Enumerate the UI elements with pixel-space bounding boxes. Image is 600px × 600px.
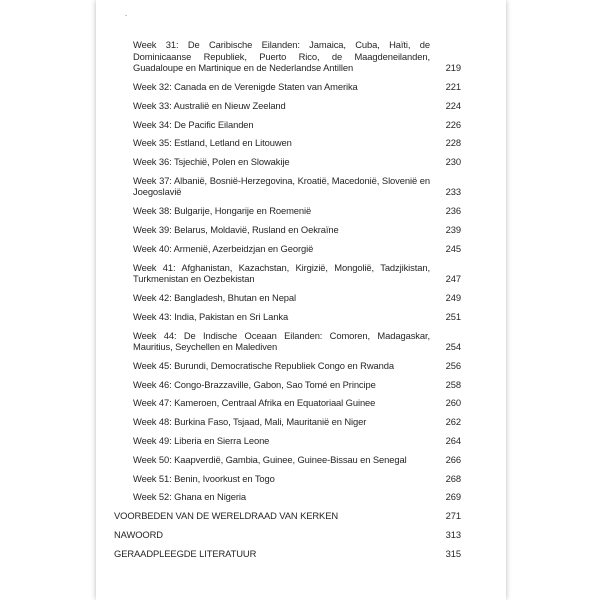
toc-entry-text: Week 32: Canada en de Verenigde Staten van Amerika (133, 80, 358, 92)
toc-page-number: 254 (445, 341, 461, 353)
toc-page-number: 268 (445, 472, 461, 484)
toc-entry-text: Week 44: De Indische Oceaan Eilanden: Comoren, Madagaskar, Mauritius, Seychellen en Malediven (133, 329, 430, 353)
toc-page-number: 313 (445, 528, 461, 540)
toc-entry (114, 262, 464, 285)
toc-page-number: 239 (445, 224, 461, 236)
toc-page-number: 245 (445, 242, 461, 254)
toc-page-number: 256 (445, 359, 461, 371)
table-of-contents (114, 39, 464, 567)
toc-entry (114, 156, 464, 168)
toc-page-number: 262 (445, 416, 461, 428)
toc-section-entry (114, 529, 464, 541)
toc-page-number: 247 (445, 273, 461, 285)
toc-page-number: 219 (445, 62, 461, 74)
toc-entry (114, 416, 464, 428)
toc-entry-text: Week 41: Afghanistan, Kazachstan, Kirgizië, Mongolië, Tadzjikistan, Turkmenistan en Oezbekistan (133, 261, 430, 285)
toc-entry-text: Week 37: Albanië, Bosnië-Herzegovina, Kroatië, Macedonië, Slovenië en Joegoslavië (133, 174, 430, 198)
toc-page-number: 233 (445, 186, 461, 198)
toc-page-number: 221 (445, 80, 461, 92)
toc-page-number: 264 (445, 435, 461, 447)
toc-entry-text: Week 50: Kaapverdië, Gambia, Guinee, Guinee-Bissau en Senegal (133, 453, 407, 465)
toc-entry (114, 360, 464, 372)
toc-page-number: 266 (445, 453, 461, 465)
toc-entry-text: Week 39: Belarus, Moldavië, Rusland en Oekraïne (133, 224, 339, 236)
toc-entry-text: Week 40: Armenië, Azerbeidzjan en Georgië (133, 242, 314, 254)
toc-entry (114, 491, 464, 503)
toc-entry-text: Week 43: India, Pakistan en Sri Lanka (133, 310, 289, 322)
toc-page-number: 271 (445, 510, 461, 522)
toc-entry (114, 175, 464, 198)
toc-entry-text: Week 49: Liberia en Sierra Leone (133, 435, 270, 447)
toc-entry (114, 397, 464, 409)
toc-page-number: 251 (445, 310, 461, 322)
toc-entry-text: Week 48: Burkina Faso, Tsjaad, Mali, Mauritanië en Niger (133, 416, 367, 428)
toc-page-number: 230 (445, 156, 461, 168)
toc-entry (114, 81, 464, 93)
toc-entry (114, 435, 464, 447)
toc-page-number: 226 (445, 118, 461, 130)
toc-entry-text: Week 34: De Pacific Eilanden (133, 118, 254, 130)
toc-entry (114, 224, 464, 236)
toc-entry-text: Week 38: Bulgarije, Hongarije en Roemenië (133, 205, 312, 217)
toc-entry (114, 205, 464, 217)
toc-entry (114, 243, 464, 255)
toc-entry-text: NAWOORD (114, 528, 163, 540)
toc-page-number: 260 (445, 397, 461, 409)
toc-entry (114, 39, 464, 74)
toc-entry-text: VOORBEDEN VAN DE WERELDRAAD VAN KERKEN (114, 510, 339, 522)
toc-entry-text: Week 35: Estland, Letland en Litouwen (133, 137, 292, 149)
toc-entry (114, 311, 464, 323)
toc-entry-text: Week 51: Benin, Ivoorkust en Togo (133, 472, 275, 484)
toc-entry (114, 292, 464, 304)
toc-entry-text: Week 42: Bangladesh, Bhutan en Nepal (133, 291, 297, 303)
toc-page-number: 236 (445, 205, 461, 217)
page-speck (125, 15, 127, 16)
toc-page-number: 224 (445, 99, 461, 111)
toc-entry-text: Week 31: De Caribische Eilanden: Jamaica, Cuba, Haïti, de Dominicaanse Republiek, Puerto Rico, de Maagdeneilanden, Guadaloupe en Martinique en de Nederlandse Antillen (133, 39, 430, 74)
toc-page-number: 249 (445, 291, 461, 303)
toc-entry (114, 100, 464, 112)
toc-entry (114, 454, 464, 466)
toc-entry-text: Week 36: Tsjechië, Polen en Slowakije (133, 156, 290, 168)
toc-entry-text: Week 46: Congo-Brazzaville, Gabon, Sao Tomé en Principe (133, 378, 376, 390)
toc-page-number: 258 (445, 378, 461, 390)
toc-entry (114, 330, 464, 353)
toc-page-number: 269 (445, 491, 461, 503)
toc-entry (114, 379, 464, 391)
toc-section-entry (114, 510, 464, 522)
toc-entry-text: Week 33: Australië en Nieuw Zeeland (133, 99, 286, 111)
toc-entry (114, 473, 464, 485)
toc-entry-text: Week 45: Burundi, Democratische Republiek Congo en Rwanda (133, 359, 394, 371)
toc-section-entry (114, 548, 464, 560)
toc-page-number: 228 (445, 137, 461, 149)
toc-entry (114, 119, 464, 131)
toc-page-number: 315 (445, 547, 461, 559)
toc-entry-text: Week 47: Kameroen, Centraal Afrika en Equatoriaal Guinee (133, 397, 376, 409)
toc-entry-text: GERAADPLEEGDE LITERATUUR (114, 547, 257, 559)
toc-entry (114, 137, 464, 149)
toc-entry-text: Week 52: Ghana en Nigeria (133, 491, 247, 503)
